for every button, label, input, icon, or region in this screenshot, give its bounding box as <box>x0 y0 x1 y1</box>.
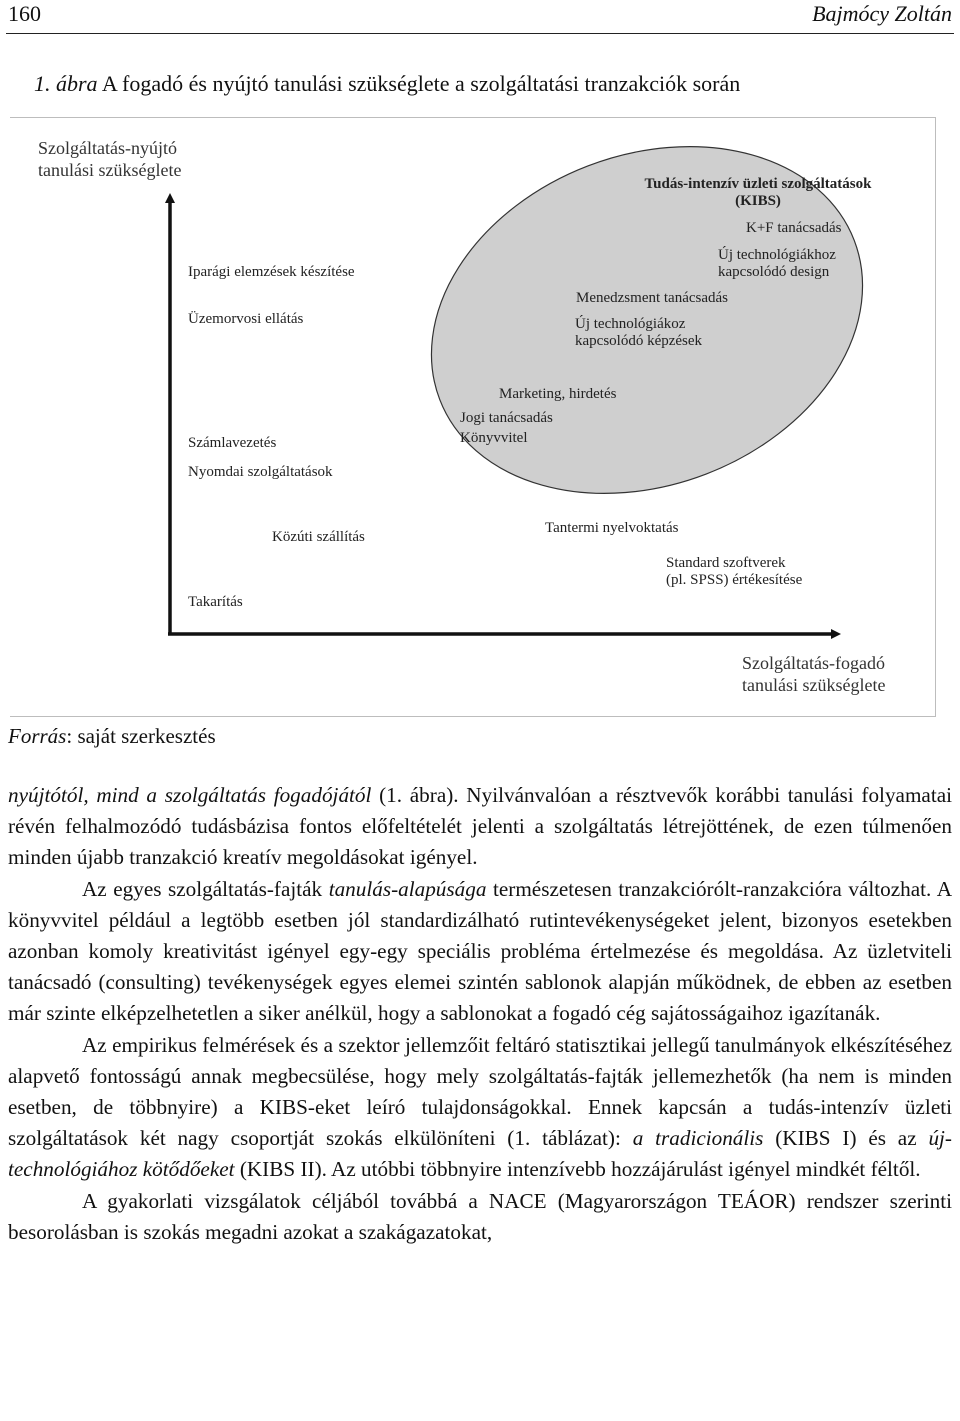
p2-italic: tanulás-alapúsága <box>328 876 487 901</box>
p3-text-b: (KIBS I) és az <box>763 1126 929 1151</box>
item-uzemorvosi-ellatas: Üzemorvosi ellátás <box>188 311 304 327</box>
item-marketing: Marketing, hirdetés <box>499 386 617 402</box>
p1-italic: nyújtótól, mind a szolgáltatás fogadójától <box>8 783 372 807</box>
page-number: 160 <box>8 1 41 26</box>
item-iparagi-elemzesek: Iparági elemzések készítése <box>188 264 355 280</box>
source-label: Forrás <box>8 724 67 748</box>
paragraph-1 <box>8 780 952 874</box>
figure-caption-label: 1. ábra <box>34 71 98 96</box>
figure-diagram <box>10 117 936 717</box>
figure-caption-text: A fogadó és nyújtó tanulási szükséglete a szolgáltatási tranzakciók során <box>97 71 741 96</box>
item-menedzsment-tanacsadas: Menedzsment tanácsadás <box>576 290 729 306</box>
item-kepzesek-line2: kapcsolódó képzések <box>575 333 703 350</box>
item-kf-tanacsadas: K+F tanácsadás <box>746 220 842 236</box>
item-szoftver-line2: (pl. SPSS) értékesítése <box>666 572 803 589</box>
item-design-line1: Új technológiákhoz <box>718 247 836 263</box>
item-jogi-tanacsadas: Jogi tanácsadás <box>460 410 553 426</box>
p3-italic-1: a tradicionális <box>632 1126 764 1151</box>
y-axis-label-line1: Szolgáltatás-nyújtó <box>38 138 177 158</box>
figure-source <box>8 724 216 749</box>
y-axis-label <box>38 138 181 181</box>
p2-text-b: természetesen tranzakciórólt-ranzakcióra változhat. A könyvvitel például a legtöbb esetben jól standardizálható rutintevékenységeket jelent, bizonyos esetekben azonban komoly kreativitást igényel egy-egy speciális probléma értelmezése és megoldása. Az üzletviteli tanácsadó (consulting) tevékenységek egyes elemei szintén sablonok alapján működnek, de ebben az esetben már szinte elképzelhetetlen a siker anélkül, hogy a sablonokat a fogadó cég sajátosságaihoz igazítanák. <box>8 876 952 1026</box>
paragraph-3 <box>8 1030 952 1186</box>
item-takaritas: Takarítás <box>188 594 243 610</box>
item-tantermi-nyelvoktatas: Tantermi nyelvoktatás <box>545 520 679 536</box>
p3-text-c: (KIBS II). Az utóbbi többnyire intenzívebb hozzájárulást igényel mindkét féltől. <box>234 1157 921 1182</box>
item-konyvvitel: Könyvvitel <box>460 430 528 446</box>
x-axis-label-line1: Szolgáltatás-fogadó <box>742 653 885 673</box>
item-szamlavezetes: Számlavezetés <box>188 435 277 451</box>
paragraph-2 <box>8 874 952 1030</box>
source-text: : saját szerkesztés <box>66 724 216 748</box>
item-standard-szoftverek <box>666 555 802 590</box>
body-text <box>8 780 952 1248</box>
running-head-author: Bajmócy Zoltán <box>812 1 952 26</box>
p2-text-a: Az egyes szolgáltatás-fajták <box>82 876 329 901</box>
figure-caption <box>34 71 740 97</box>
item-nyomdai: Nyomdai szolgáltatások <box>188 464 333 480</box>
x-axis-label-line2: tanulási szükséglete <box>742 674 886 695</box>
kibs-title <box>618 176 898 211</box>
p1-text: (1. ábra). Nyilvánvalóan a résztvevők korábbi tanulási folyamatai révén felhalmozódó tudásbázisa fontos előfeltételét jelenti a szolgáltatás létrejöttének, de ezen túlmenően minden újabb tranzakció kreatív megoldásokat igényel. <box>8 783 953 870</box>
header-rule <box>6 33 954 34</box>
p3-text-a: Az empirikus felmérések és a szektor jellemzőit feltáró statisztikai jellegű tanulmányok elkészítéséhez alapvető fontosságú annak megbecsülése, hogy mely szolgáltatás-fajták jellemezhetők (ha nem is minden esetben, de többnyire) a KIBS-eket leíró tulajdonságokkal. Ennek kapcsán a tudás-intenzív üzleti szolgáltatások két nagy csoportját szokás elkülöníteni (1. táblázat): <box>8 1032 952 1151</box>
kibs-title-line1: Tudás-intenzív üzleti szolgáltatások <box>644 176 872 192</box>
item-szoftver-line1: Standard szoftverek <box>666 555 786 571</box>
paragraph-4: A gyakorlati vizsgálatok céljából továbbá a NACE (Magyarországon TEÁOR) rendszer szerinti besorolásban is szokás megadni azokat a szakágazatokat, <box>8 1188 952 1244</box>
item-design-line2: kapcsolódó design <box>718 264 830 281</box>
y-axis-label-line2: tanulási szükséglete <box>38 159 182 180</box>
item-design <box>718 247 836 282</box>
page-header <box>8 0 952 30</box>
item-kepzesek <box>575 316 702 351</box>
p3-italic-2: új-technológiához kötődőeket <box>8 1126 952 1182</box>
item-kepzesek-line1: Új technológiákoz <box>575 316 686 332</box>
item-kozuti-szallitas: Közúti szállítás <box>272 529 365 545</box>
x-axis-label <box>742 653 885 696</box>
kibs-title-line2: (KIBS) <box>735 193 781 210</box>
